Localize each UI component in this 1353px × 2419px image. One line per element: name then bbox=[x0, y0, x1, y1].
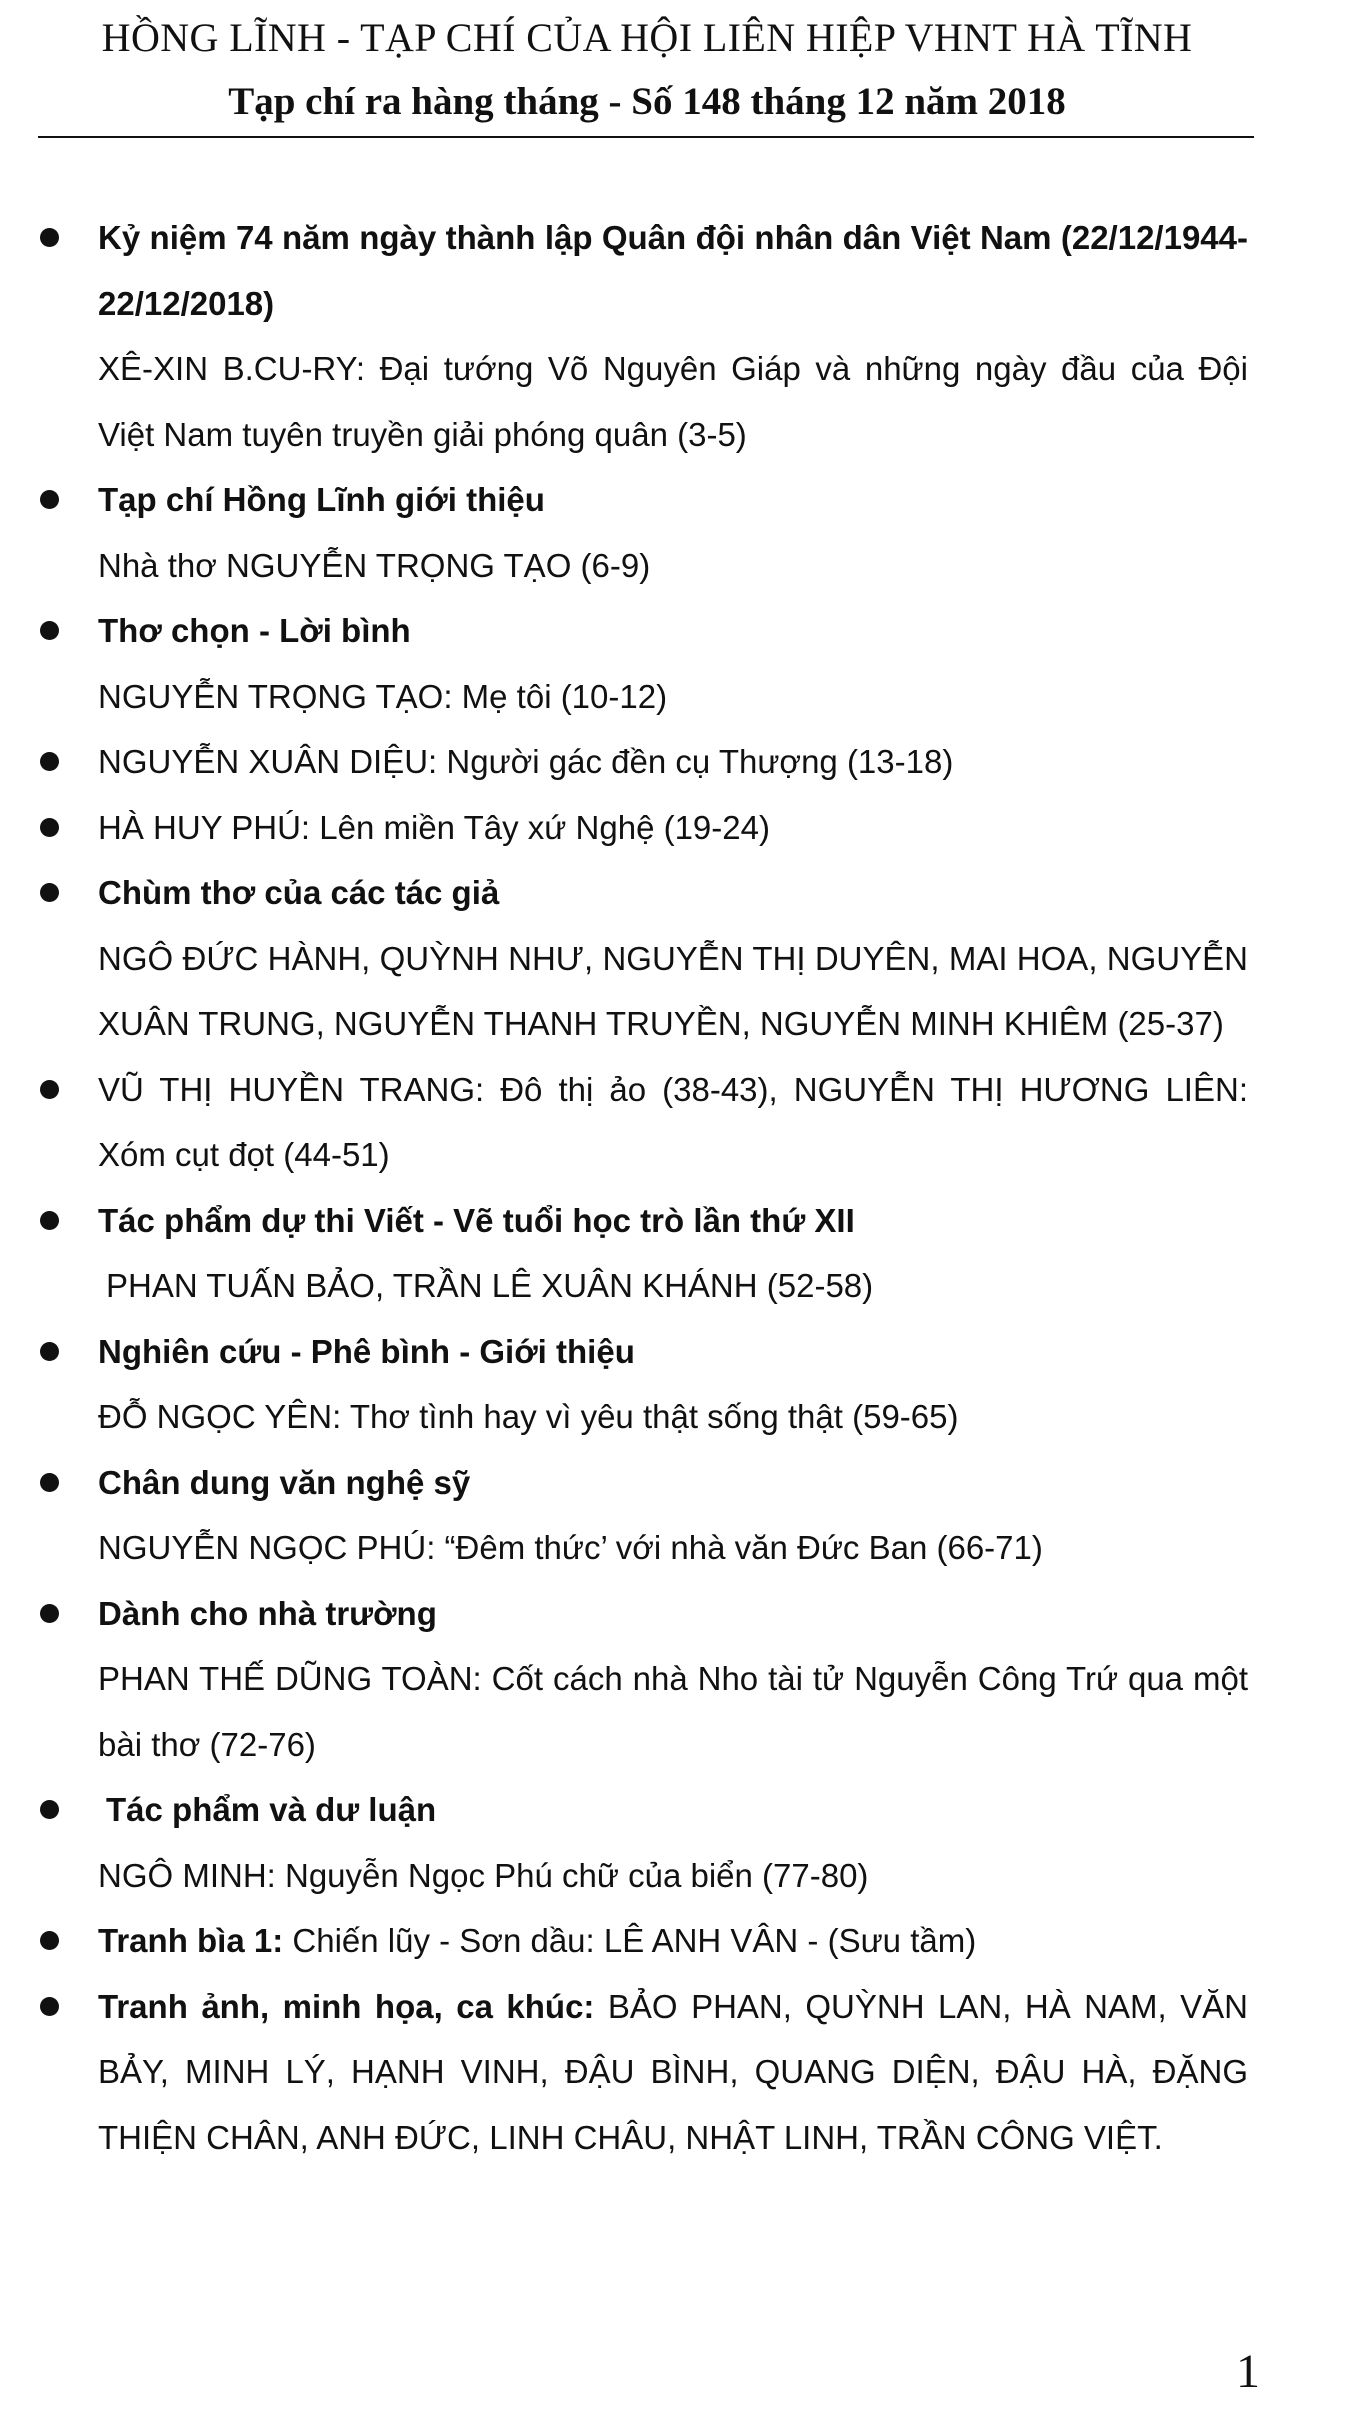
entry-text: Chiến lũy - Sơn dầu: LÊ ANH VÂN - (Sưu tầm) bbox=[292, 1922, 977, 1959]
toc-section-introduction bbox=[0, 467, 1248, 598]
toc-entry: NGUYỄN TRỌNG TẠO: Mẹ tôi (10-12) bbox=[98, 677, 668, 715]
table-of-contents bbox=[0, 205, 1353, 2170]
toc-entry: PHAN TUẤN BẢO, TRẦN LÊ XUÂN KHÁNH (52-58) bbox=[106, 1267, 874, 1304]
toc-section-anniversary bbox=[0, 205, 1248, 467]
bullet-icon bbox=[40, 1604, 59, 1623]
toc-section-selected-poems bbox=[0, 598, 1248, 729]
toc-entry: VŨ THỊ HUYỀN TRANG: Đô thị ảo (38-43), NGUYỄN THỊ HƯƠNG LIÊN: Xóm cụt đọt (44-51) bbox=[98, 1070, 1248, 1173]
section-heading: Tác phẩm và dư luận bbox=[106, 1791, 437, 1828]
toc-item-short-stories bbox=[0, 1057, 1248, 1188]
toc-section-research-criticism bbox=[0, 1319, 1248, 1450]
toc-entry bbox=[98, 1908, 1248, 1974]
toc-entry: HÀ HUY PHÚ: Lên miền Tây xứ Nghệ (19-24) bbox=[98, 808, 770, 846]
entry-label: Tranh ảnh, minh họa, ca khúc: bbox=[98, 1987, 595, 2025]
toc-entry: NGÔ MINH: Nguyễn Ngọc Phú chữ của biển (77-80) bbox=[98, 1856, 869, 1894]
bullet-icon bbox=[40, 228, 59, 247]
toc-section-artist-portrait bbox=[0, 1450, 1248, 1581]
bullet-icon bbox=[40, 1342, 59, 1361]
bullet-icon bbox=[40, 621, 59, 640]
header-divider bbox=[38, 136, 1254, 138]
bullet-icon bbox=[40, 1211, 59, 1230]
entry-text: BẢO PHAN, QUỲNH LAN, HÀ NAM, VĂN BẢY, MINH LÝ, HẠNH VINH, ĐẬU BÌNH, QUANG DIỆN, ĐẬU HÀ, ĐẶNG THIỆN CHÂN, ANH ĐỨC, LINH CHÂU, NHẬT LINH, TRẦN CÔNG VIỆT. bbox=[98, 1987, 1248, 2156]
issue-line: Tạp chí ra hàng tháng - Số 148 tháng 12 năm 2018 bbox=[228, 80, 1066, 123]
section-heading: Tạp chí Hồng Lĩnh giới thiệu bbox=[98, 481, 545, 518]
toc-section-works-and-opinion bbox=[0, 1777, 1248, 1908]
toc-section-poem-collection bbox=[0, 860, 1248, 1057]
bullet-icon bbox=[40, 752, 59, 771]
toc-item-illustrations bbox=[0, 1974, 1248, 2171]
bullet-icon bbox=[40, 490, 59, 509]
entry-label: Tranh bìa 1: bbox=[98, 1922, 284, 1959]
toc-entry: NGUYỄN NGỌC PHÚ: “Đêm thức’ với nhà văn Đức Ban (66-71) bbox=[98, 1529, 1043, 1566]
bullet-icon bbox=[40, 1080, 59, 1099]
toc-entry: Nhà thơ NGUYỄN TRỌNG TẠO (6-9) bbox=[98, 546, 651, 584]
toc-entry: NGUYỄN XUÂN DIỆU: Người gác đền cụ Thượng (13-18) bbox=[98, 743, 954, 780]
toc-section-for-schools bbox=[0, 1581, 1248, 1778]
section-heading: Dành cho nhà trường bbox=[98, 1594, 437, 1632]
bullet-icon bbox=[40, 883, 59, 902]
bullet-icon bbox=[40, 1473, 59, 1492]
section-heading: Thơ chọn - Lời bình bbox=[98, 612, 411, 649]
section-heading: Tác phẩm dự thi Viết - Vẽ tuổi học trò lần thứ XII bbox=[98, 1201, 855, 1239]
bullet-icon bbox=[40, 1997, 59, 2016]
bullet-icon bbox=[40, 1800, 59, 1819]
toc-entry: NGÔ ĐỨC HÀNH, QUỲNH NHƯ, NGUYỄN THỊ DUYÊN, MAI HOA, NGUYỄN XUÂN TRUNG, NGUYỄN THANH TRUYỀN, NGUYỄN MINH KHIÊM (25-37) bbox=[98, 939, 1248, 1042]
toc-entry: PHAN THẾ DŨNG TOÀN: Cốt cách nhà Nho tài tử Nguyễn Công Trứ qua một bài thơ (72-76) bbox=[98, 1660, 1248, 1763]
toc-item-ha-huy-phu bbox=[0, 795, 1248, 861]
toc-section-student-contest bbox=[0, 1188, 1248, 1319]
page-number: 1 bbox=[1236, 2345, 1260, 2398]
section-heading: Nghiên cứu - Phê bình - Giới thiệu bbox=[98, 1332, 635, 1370]
toc-entry: XÊ-XIN B.CU-RY: Đại tướng Võ Nguyên Giáp và những ngày đầu của Đội Việt Nam tuyên truyền giải phóng quân (3-5) bbox=[98, 350, 1248, 453]
toc-entry bbox=[98, 1974, 1248, 2171]
bullet-icon bbox=[40, 818, 59, 837]
section-heading: Kỷ niệm 74 năm ngày thành lập Quân đội nhân dân Việt Nam (22/12/1944-22/12/2018) bbox=[98, 219, 1248, 322]
bullet-icon bbox=[40, 1931, 59, 1950]
toc-item-cover-painting bbox=[0, 1908, 1248, 1974]
masthead-title: HỒNG LĨNH - TẠP CHÍ CỦA HỘI LIÊN HIỆP VHNT HÀ TĨNH bbox=[101, 15, 1193, 60]
section-heading: Chùm thơ của các tác giả bbox=[98, 874, 500, 911]
toc-entry: ĐỖ NGỌC YÊN: Thơ tình hay vì yêu thật sống thật (59-65) bbox=[98, 1398, 959, 1435]
section-heading: Chân dung văn nghệ sỹ bbox=[98, 1463, 471, 1501]
toc-item-nguyen-xuan-dieu bbox=[0, 729, 1248, 795]
